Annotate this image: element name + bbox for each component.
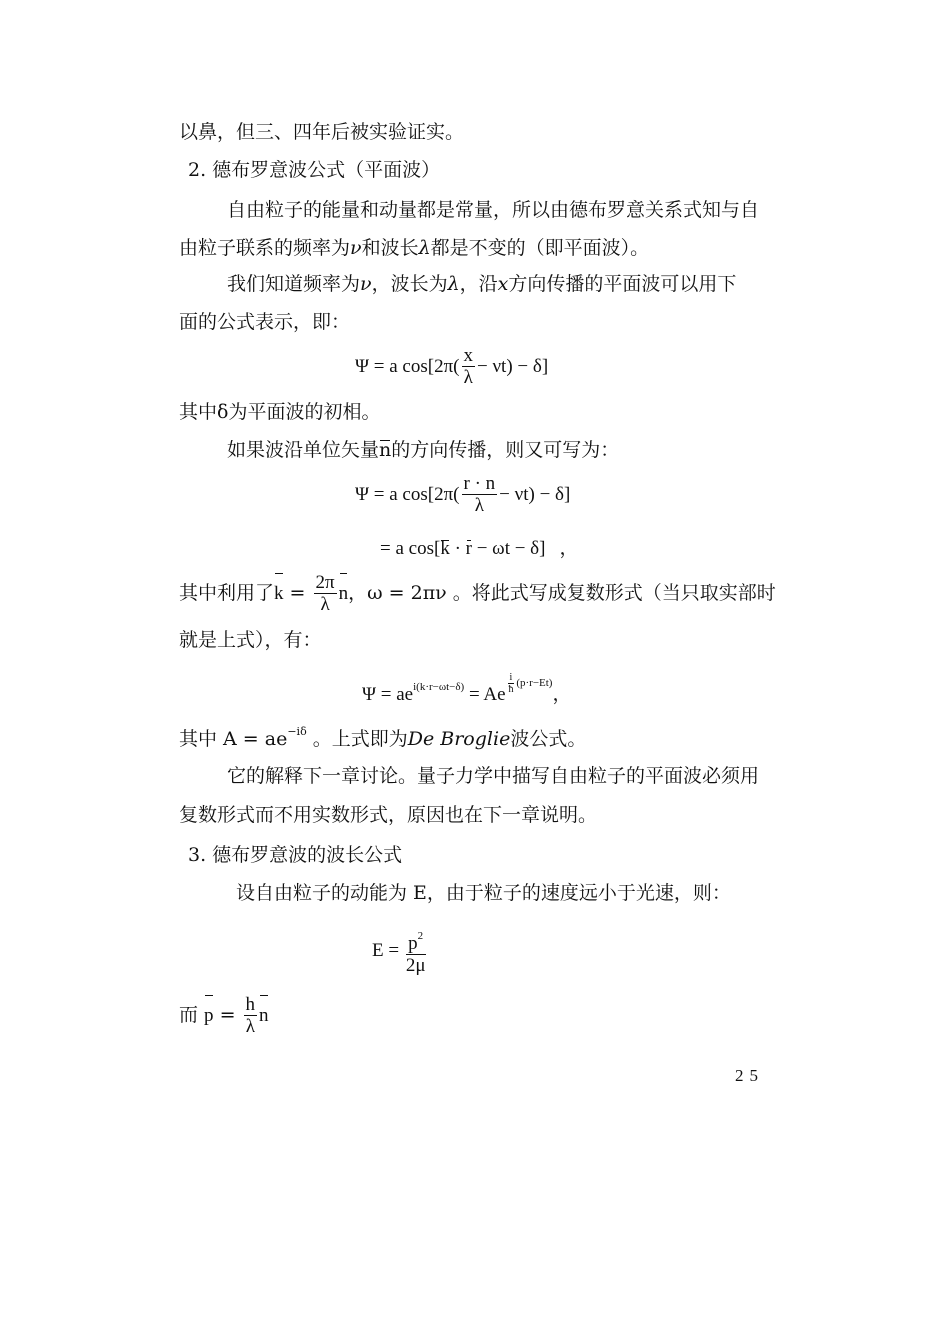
exponent: i(k·r−ωt−δ) — [413, 681, 465, 694]
text-line: 以鼻，但三、四年后被实验证实。 — [179, 121, 465, 143]
n-vector: n — [259, 993, 269, 1039]
text: 我们知道频率为 — [227, 273, 361, 295]
numerator: h — [245, 993, 256, 1015]
fraction — [508, 672, 515, 695]
fraction — [406, 926, 426, 977]
text: 其中 — [179, 401, 218, 423]
fraction — [314, 573, 337, 616]
equation-plane-wave — [355, 346, 548, 389]
text: 和波长 — [361, 237, 419, 259]
text: ，波长为 — [371, 273, 448, 295]
lambda-symbol: λ — [418, 237, 431, 259]
paragraph-line — [179, 720, 586, 751]
numerator: 2π — [315, 571, 335, 593]
eq-text: E = — [372, 939, 404, 961]
r-vector: r — [465, 538, 472, 559]
numerator: r · n — [463, 473, 496, 494]
n-vector: n — [379, 439, 392, 461]
text: = — [283, 582, 312, 604]
text: 方向传播的平面波可以用下 — [508, 273, 737, 295]
lambda-symbol: λ — [447, 273, 460, 295]
eq-text: − νt) − δ] — [499, 483, 571, 505]
text: 的方向传播，则又可写为： — [391, 439, 620, 461]
section-heading: 2. 德布罗意波公式（平面波） — [188, 159, 441, 181]
paragraph-line — [179, 236, 649, 260]
paragraph-line: 就是上式），有： — [179, 629, 322, 651]
p-symbol: p — [408, 933, 418, 954]
text: ，ω = 2πν 。将此式写成复数形式（当只取实部时 — [348, 582, 776, 604]
exponent: 2 — [417, 930, 424, 942]
denominator: ħ — [508, 684, 514, 695]
text: ，沿 — [459, 273, 498, 295]
denominator: 2μ — [405, 955, 426, 976]
paragraph-line — [179, 992, 269, 1039]
fraction — [462, 474, 498, 517]
paragraph-line — [179, 570, 776, 617]
eq-text: Ψ = ae — [362, 684, 414, 706]
equation-k-form — [380, 533, 578, 560]
page-number: 25 — [735, 1066, 764, 1085]
paragraph-line: 它的解释下一章讨论。量子力学中描写自由粒子的平面波必须用 — [227, 765, 760, 787]
eq-text: = Ae — [464, 684, 506, 706]
denominator: λ — [320, 593, 330, 615]
eq-text: Ψ = a cos[2π( — [355, 483, 460, 505]
equation-kinetic-energy — [372, 926, 428, 977]
nu-symbol: ν — [360, 273, 372, 295]
eq-text: − ωt − δ] — [471, 538, 546, 559]
paragraph-line — [179, 400, 380, 424]
eq-text: Ψ = a cos[2π( — [355, 355, 460, 377]
nu-symbol: ν — [350, 237, 362, 259]
k-vector: k — [274, 571, 284, 617]
text: 由粒子联系的频率为 — [179, 237, 351, 259]
paragraph-line: 自由粒子的能量和动量都是常量，所以由德布罗意关系式知与自 — [227, 199, 760, 221]
delta-symbol: δ — [217, 401, 229, 423]
equation-complex-form — [362, 672, 571, 706]
eq-text: ， — [552, 684, 572, 706]
text: 而 — [179, 1004, 205, 1026]
n-vector: n — [339, 571, 349, 617]
numerator: x — [463, 345, 473, 366]
numerator — [406, 926, 426, 955]
text: 。上式即为 — [306, 728, 408, 750]
text: 都是不变的（即平面波）。 — [430, 237, 650, 259]
text: 如果波沿单位矢量 — [227, 439, 380, 461]
numerator: i — [509, 672, 513, 683]
paragraph-line: 面的公式表示，即： — [179, 311, 351, 333]
fraction — [462, 346, 476, 389]
eq-text: = a cos[ — [380, 538, 441, 559]
exponent: −iδ — [287, 725, 307, 738]
de-broglie-name: De Broglie — [407, 728, 511, 750]
paragraph-line: 设自由粒子的动能为 E，由于粒子的速度远小于光速，则： — [236, 882, 731, 904]
p-vector: p — [204, 993, 214, 1039]
equation-vector-wave — [355, 474, 570, 517]
text: 为平面波的初相。 — [228, 401, 381, 423]
text: 其中 A = ae — [179, 728, 288, 750]
paragraph-line — [227, 438, 619, 462]
denominator: λ — [474, 495, 484, 516]
text: 其中利用了 — [179, 582, 275, 604]
denominator: λ — [245, 1015, 255, 1037]
paragraph-line: 复数形式而不用实数形式，原因也在下一章说明。 — [179, 804, 598, 826]
eq-text: − νt) − δ] — [477, 355, 549, 377]
eq-text: · — [449, 538, 466, 559]
fraction — [244, 995, 258, 1038]
x-symbol: x — [497, 273, 509, 295]
k-vector: k — [440, 538, 450, 559]
section-heading: 3. 德布罗意波的波长公式 — [188, 844, 403, 866]
paragraph-line — [227, 272, 736, 296]
denominator: λ — [463, 367, 473, 388]
text: 波公式。 — [510, 728, 587, 750]
eq-text: ， — [559, 538, 579, 559]
text: = — [213, 1004, 242, 1026]
exponent: (p·r−Et) — [516, 677, 553, 690]
